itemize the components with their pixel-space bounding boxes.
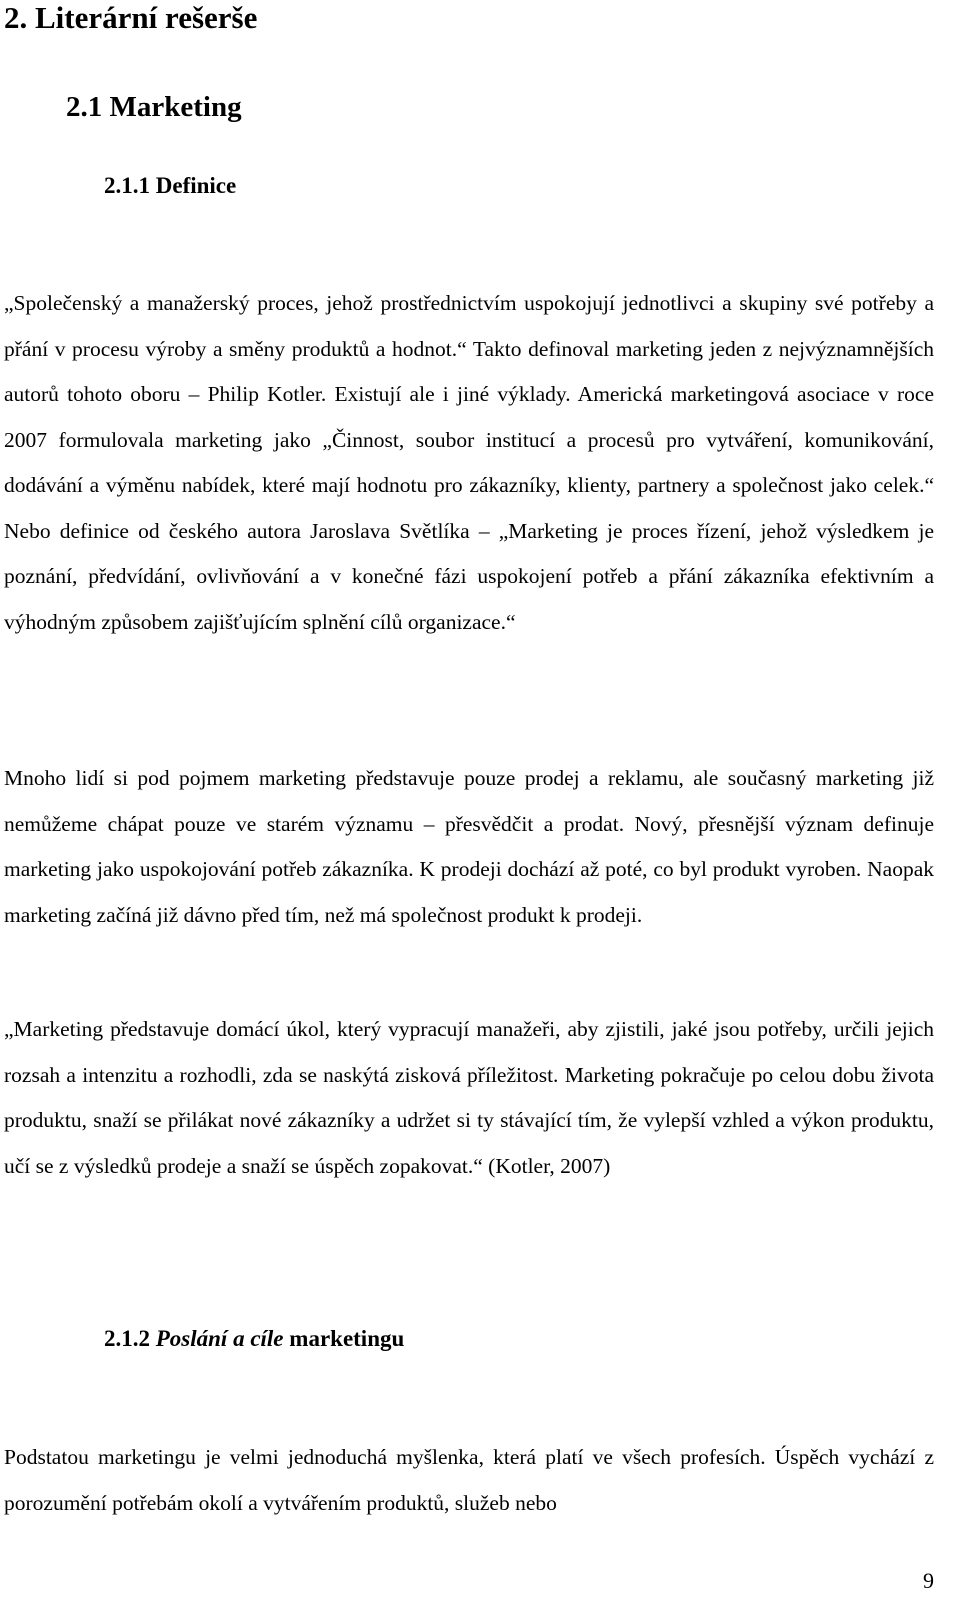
page-number: 9	[923, 1568, 934, 1593]
paragraph-podstata: Podstatou marketingu je velmi jednoduchá myšlenka, která platí ve všech profesích. Úspěch vychází z porozumění potřebám okolí a vytvářením produktů, služeb nebo	[4, 1445, 934, 1515]
paragraph-marketing-meaning: Mnoho lidí si pod pojmem marketing představuje pouze prodej a reklamu, ale současný marketing již nemůžeme chápat pouze ve starém významu – přesvědčit a prodat. Nový, přesnější význam definuje marketing jako uspokojování potřeb zákazníka. K prodeji dochází až poté, co byl produkt vyroben. Naopak marketing začíná již dávno před tím, než má společnost produkt k prodeji.	[4, 766, 934, 927]
paragraph-kotler-quote: „Marketing představuje domácí úkol, který vypracují manažeři, aby zjistili, jaké jsou potřeby, určili jejich rozsah a intenzitu a rozhodli, zda se naskýtá zisková příležitost. Marketing pokračuje po celou dobu života produktu, snaží se přilákat nové zákazníky a udržet si ty stávající tím, že vylepší vzhled a výkon produktu, učí se z výsledků prodeje a snaží se úspěch zopakovat.“ (Kotler, 2007)	[4, 1017, 934, 1178]
chapter-heading: 2. Literární rešerše	[4, 0, 258, 35]
paragraph-definitions: „Společenský a manažerský proces, jehož prostřednictvím uspokojují jednotlivci a skupiny své potřeby a přání v procesu výroby a směny produktů a hodnot.“ Takto definoval marketing jeden z nejvýznamnějších autorů tohoto oboru – Philip Kotler. Existují ale i jiné výklady. Americká marketingová asociace v roce 2007 formulovala marketing jako „Činnost, soubor institucí a procesů pro vytváření, komunikování, dodávání a výměnu nabídek, které mají hodnotu pro zákazníky, klienty, partnery a společnost jako celek.“ Nebo definice od českého autora Jaroslava Světlíka – „Marketing je proces řízení, jehož výsledkem je poznání, předvídání, ovlivňování a v konečné fázi uspokojení potřeb a přání zákazníka efektivním a výhodným způsobem zajišťujícím splnění cílů organizace.“	[4, 291, 934, 634]
subsection-heading-poslani	[104, 1325, 404, 1353]
section-heading: 2.1 Marketing	[66, 91, 242, 123]
subsection-number: 2.1.2	[104, 1326, 150, 1351]
subsection-title-italic: Poslání a cíle	[155, 1326, 284, 1351]
subsection-title-rest: marketingu	[289, 1326, 405, 1351]
subsection-heading-definice: 2.1.1 Definice	[104, 173, 237, 198]
